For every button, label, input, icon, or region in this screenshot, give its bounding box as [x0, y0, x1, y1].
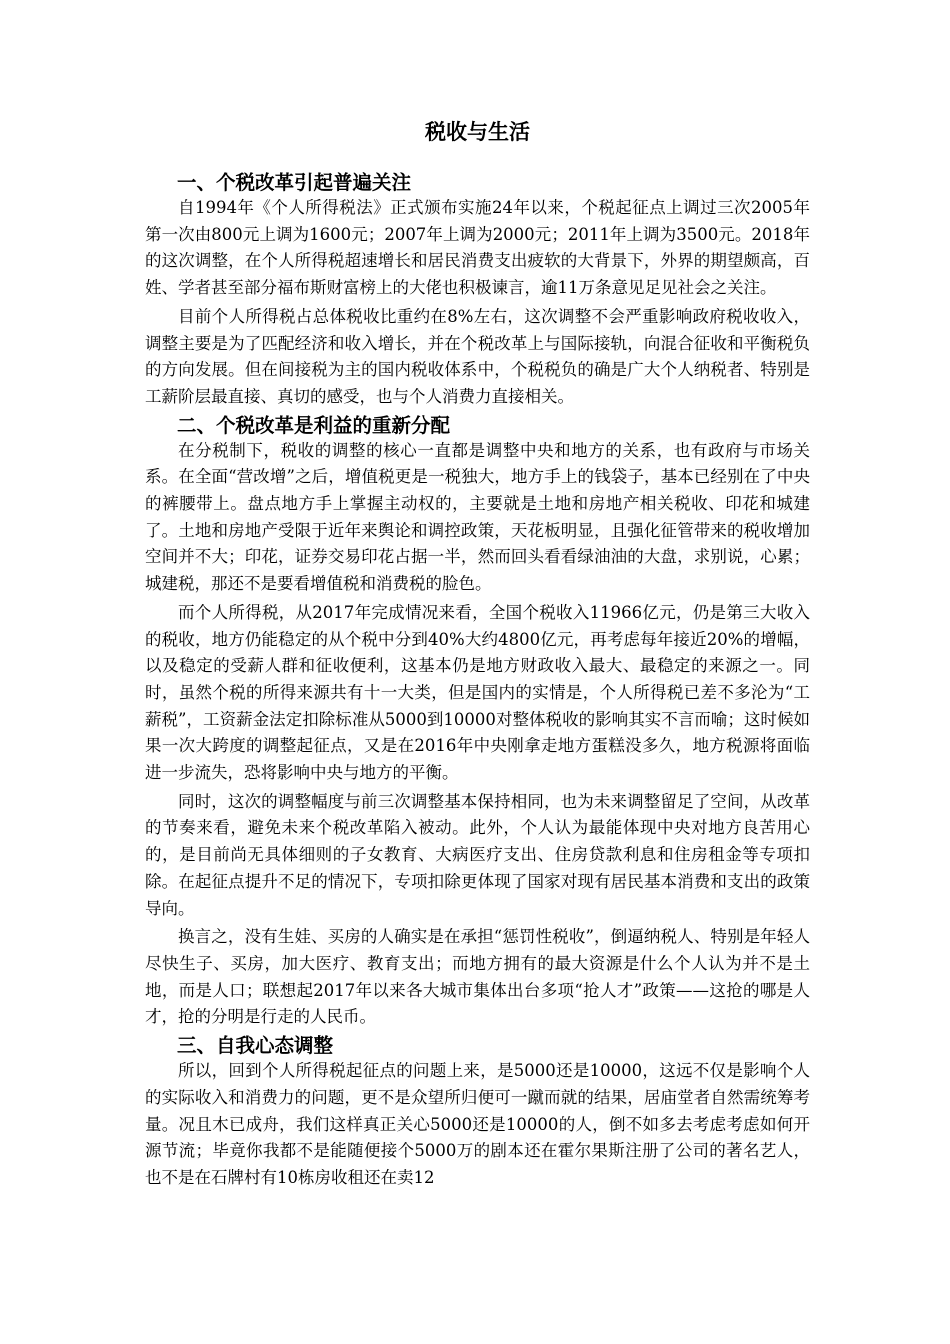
section-heading: 一、个税改革引起普遍关注 — [177, 171, 412, 194]
section-2 — [145, 413, 810, 1031]
paragraph: 所以，回到个人所得税起征点的问题上来，是5000还是10000，这远不仅是影响个人的实际收入和消费力的问题，更不是众望所归便可一蹴而就的结果，居庙堂者自然需统筹考量。况且木已成舟，我们这样真正关心5000还是10000的人，倒不如多去考虑考虑如何开源节流；毕竟你我都不是能随便接个5000万的剧本还在霍尔果斯注册了公司的著名艺人，也不是在石牌村有10栋房收租还在卖12 — [145, 1061, 810, 1187]
paragraph: 而个人所得税，从2017年完成情况来看，全国个税收入11966亿元，仍是第三大收入的税收，地方仍能稳定的从个税中分到40%大约4800亿元，再考虑每年接近20%的增幅，以及稳定的受薪人群和征收便利，这基本仍是地方财政收入最大、最稳定的来源之一。同时，虽然个税的所得来源共有十一大类，但是国内的实情是，个人所得税已差不多沦为“工薪税”，工资薪金法定扣除标准从5000到10000对整体税收的影响其实不言而喻；这时候如果一次大跨度的调整起征点，又是在2016年中央刚拿走地方蛋糕没多久，地方税源将面临进一步流失，恐将影响中央与地方的平衡。 — [145, 602, 810, 783]
section-1 — [145, 170, 810, 411]
paragraph: 在分税制下，税收的调整的核心一直都是调整中央和地方的关系，也有政府与市场关系。在全面“营改增”之后，增值税更是一税独大，地方手上的钱袋子，基本已经别在了中央的裤腰带上。盘点地方手上掌握主动权的，主要就是土地和房地产相关税收、印花和城建了。土地和房地产受限于近年来舆论和调控政策，天花板明显，且强化征管带来的税收增加空间并不大；印花，证券交易印花占据一半，然而回头看看绿油油的大盘，求别说，心累；城建税，那还不是要看增值税和消费税的脸色。 — [145, 440, 810, 594]
section-heading: 三、自我心态调整 — [177, 1034, 334, 1058]
document-title: 税收与生活 — [425, 120, 530, 144]
paragraph: 换言之，没有生娃、买房的人确实是在承担“惩罚性税收”，倒逼纳税人、特别是年轻人尽快生子、买房，加大医疗、教育支出；而地方拥有的最大资源是什么个人认为并不是土地，而是人口；联想起2017年以来各大城市集体出台多项“抢人才”政策——这抢的哪是人才，抢的分明是行走的人民币。 — [145, 927, 810, 1027]
paragraph: 目前个人所得税占总体税收比重约在8%左右，这次调整不会严重影响政府税收收入，调整主要是为了匹配经济和收入增长，并在个税改革上与国际接轨，向混合征收和平衡税负的方向发展。但在间接税为主的国内税收体系中，个税税负的确是广大个人纳税者、特别是工薪阶层最直接、真切的感受，也与个人消费力直接相关。 — [145, 306, 810, 406]
section-3 — [145, 1033, 810, 1192]
section-heading: 二、个税改革是利益的重新分配 — [177, 413, 451, 437]
paragraph: 同时，这次的调整幅度与前三次调整基本保持相同，也为未来调整留足了空间，从改革的节奏来看，避免未来个税改革陷入被动。此外，个人认为最能体现中央对地方良苦用心的，是目前尚无具体细则的子女教育、大病医疗支出、住房贷款利息和住房租金等专项扣除。在起征点提升不足的情况下，专项扣除更体现了国家对现有居民基本消费和支出的政策导向。 — [145, 791, 810, 918]
document-page — [145, 118, 810, 1194]
paragraph: 自1994年《个人所得税法》正式颁布实施24年以来，个税起征点上调过三次2005年第一次由800元上调为1600元；2007年上调为2000元；2011年上调为3500元。2018年的这次调整，在个人所得税超速增长和居民消费支出疲软的大背景下，外界的期望颇高，百姓、学者甚至部分福布斯财富榜上的大佬也积极谏言，逾11万条意见足见社会之关注。 — [145, 198, 810, 298]
